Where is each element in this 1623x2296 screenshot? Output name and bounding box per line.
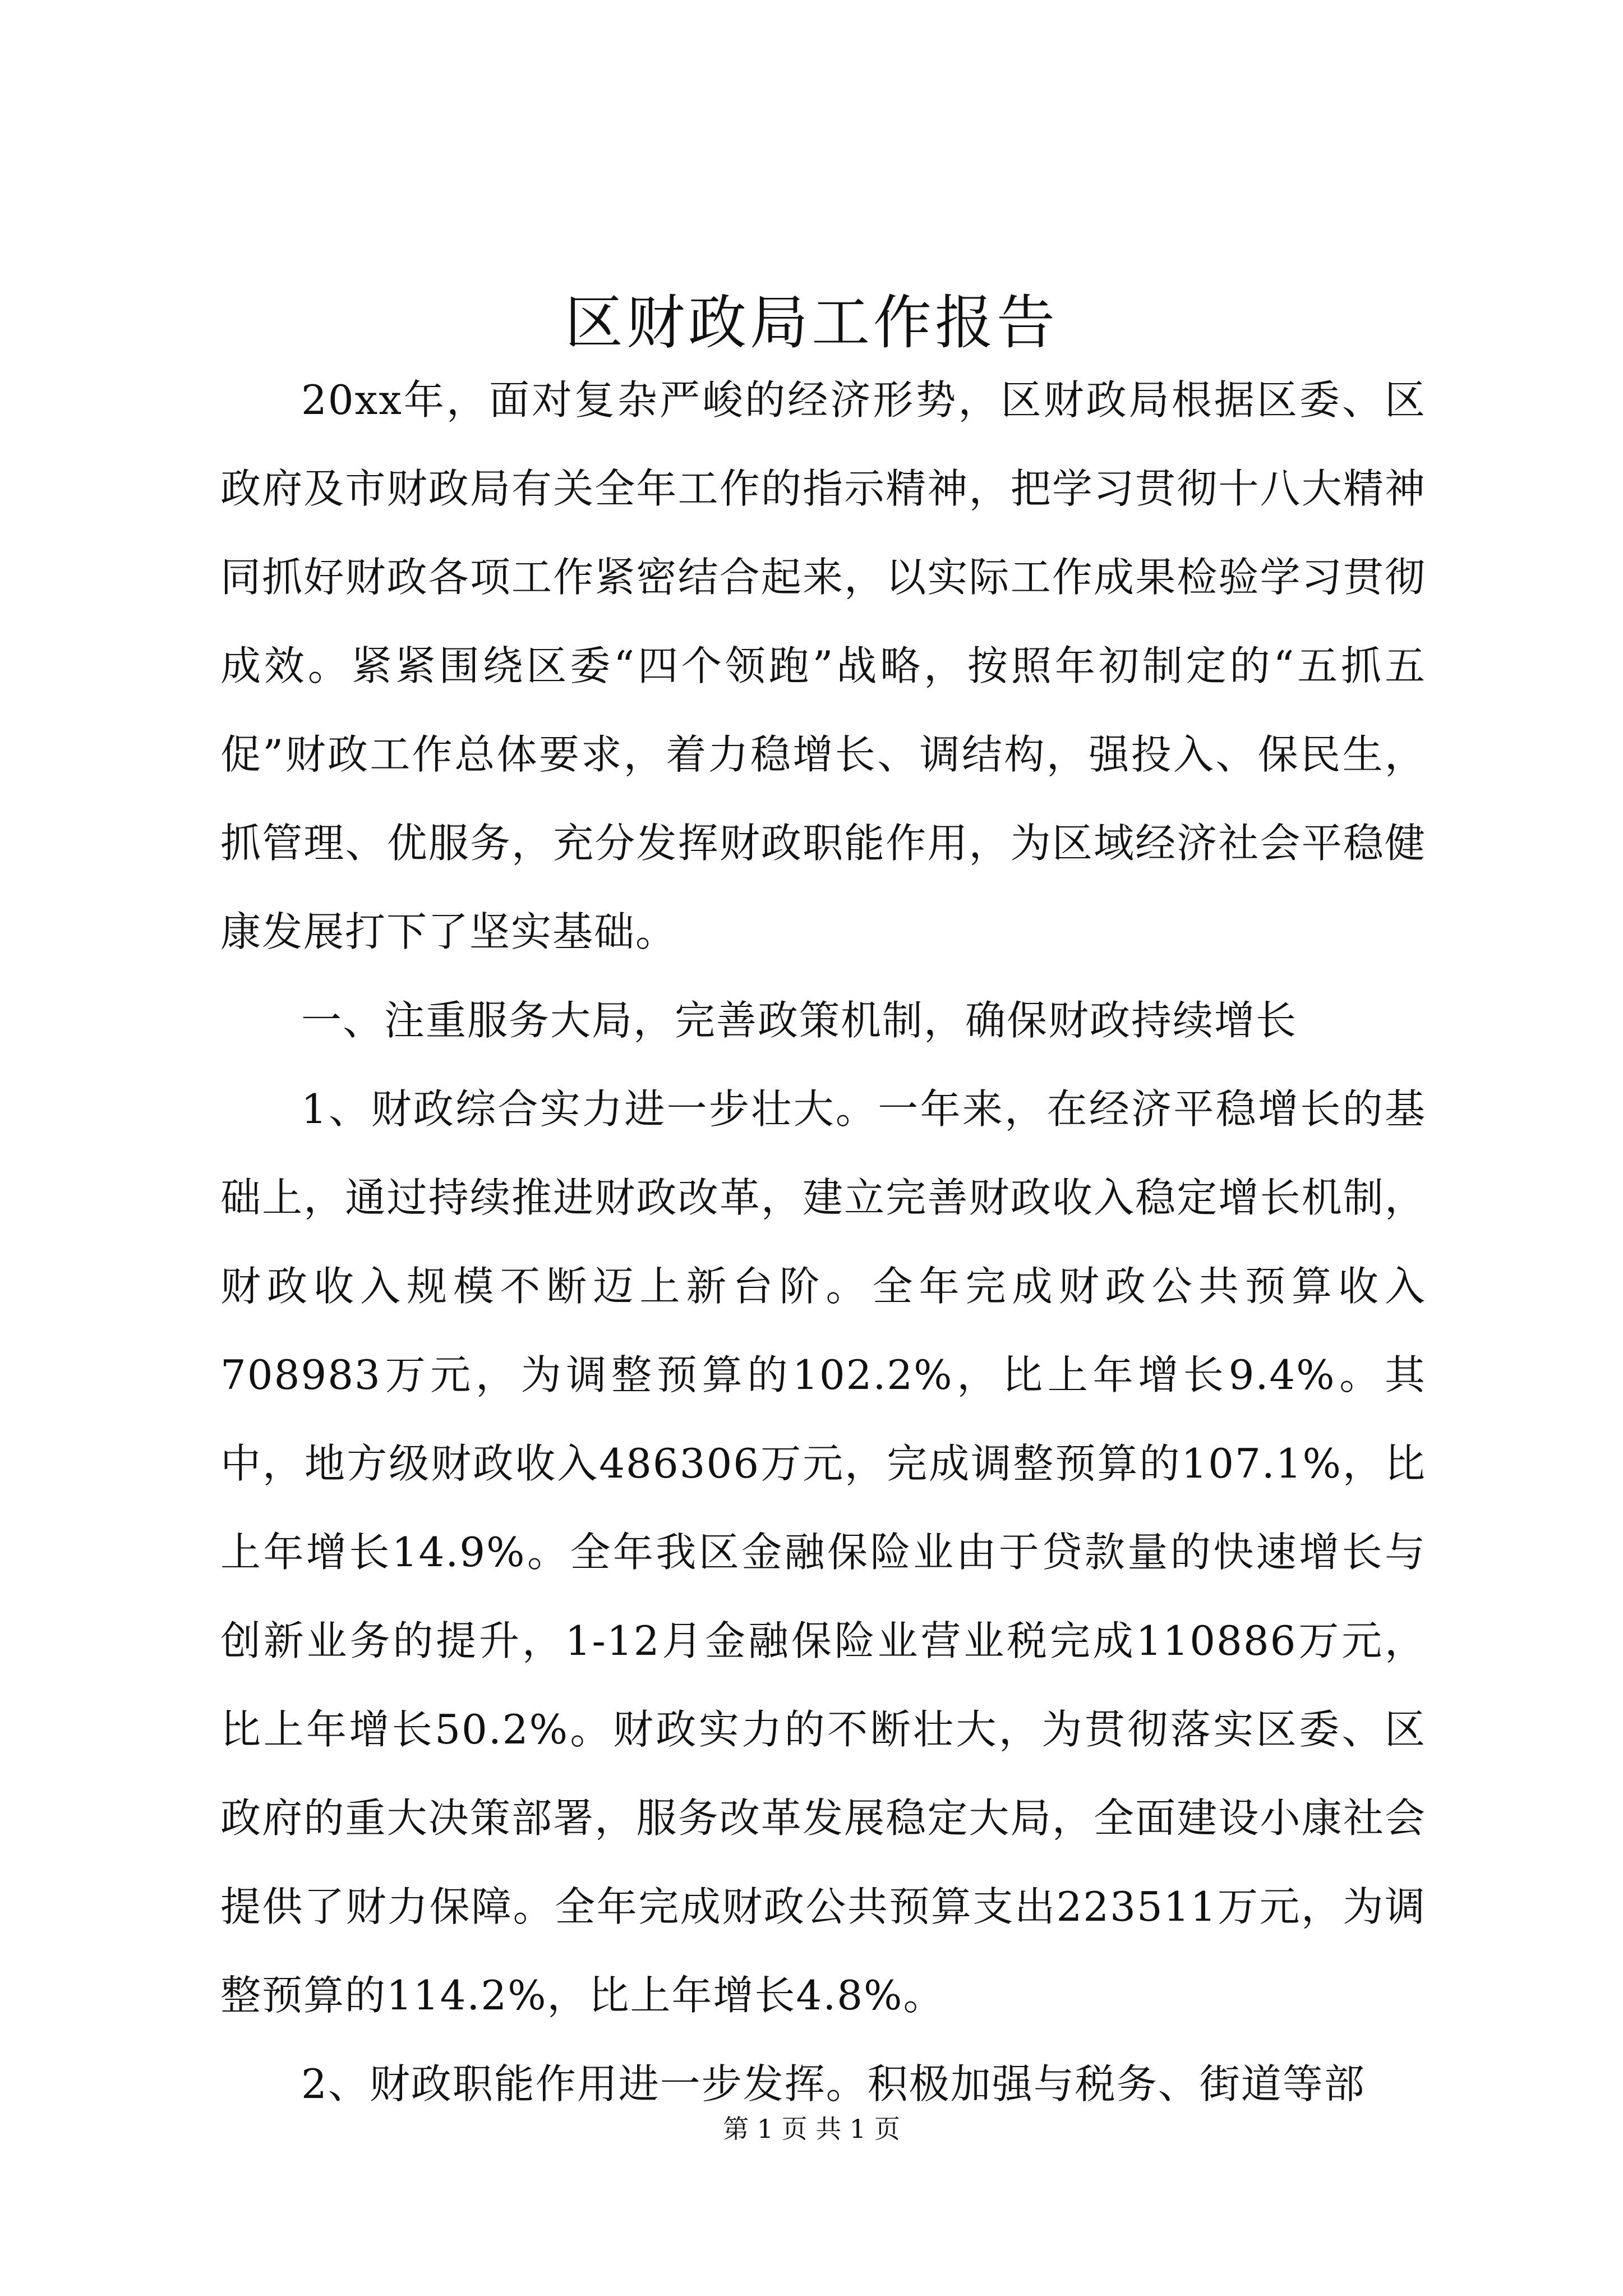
- page-number: 第 1 页 共 1 页: [723, 2114, 900, 2144]
- document-title: 区财政局工作报告: [564, 288, 1058, 357]
- paragraph-item-1: 1、财政综合实力进一步壮大。一年来，在经济平稳增长的基础上，通过持续推进财政改革，建立完善财政收入稳定增长机制，财政收入规模不断迈上新台阶。全年完成财政公共预算收入708983万元，为调整预算的102.2%，比上年增长9.4%。其中，地方级财政收入486306万元，完成调整预算的107.1%，比上年增长14.9%。全年我区金融保险业由于贷款量的快速增长与创新业务的提升，1-12月金融保险业营业税完成110886万元，比上年增长50.2%。财政实力的不断壮大，为贯彻落实区委、区政府的重大决策部署，服务改革发展稳定大局，全面建设小康社会提供了财力保障。全年完成财政公共预算支出223511万元，为调整预算的114.2%，比上年增长4.8%。: [220, 1085, 1426, 2019]
- paragraph-intro: 20xx年，面对复杂严峻的经济形势，区财政局根据区委、区政府及市财政局有关全年工作的指示精神，把学习贯彻十八大精神同抓好财政各项工作紧密结合起来，以实际工作成果检验学习贯彻成效。紧紧围绕区委“四个领跑”战略，按照年初制定的“五抓五促”财政工作总体要求，着力稳增长、调结构，强投入、保民生，抓管理、优服务，充分发挥财政职能作用，为区域经济社会平稳健康发展打下了坚实基础。: [220, 376, 1426, 955]
- document-body: [220, 356, 1426, 2128]
- paragraph-item-2: 2、财政职能作用进一步发挥。积极加强与税务、街道等部: [301, 2060, 1366, 2108]
- section-heading: 一、注重服务大局，完善政策机制，确保财政持续增长: [301, 997, 1298, 1044]
